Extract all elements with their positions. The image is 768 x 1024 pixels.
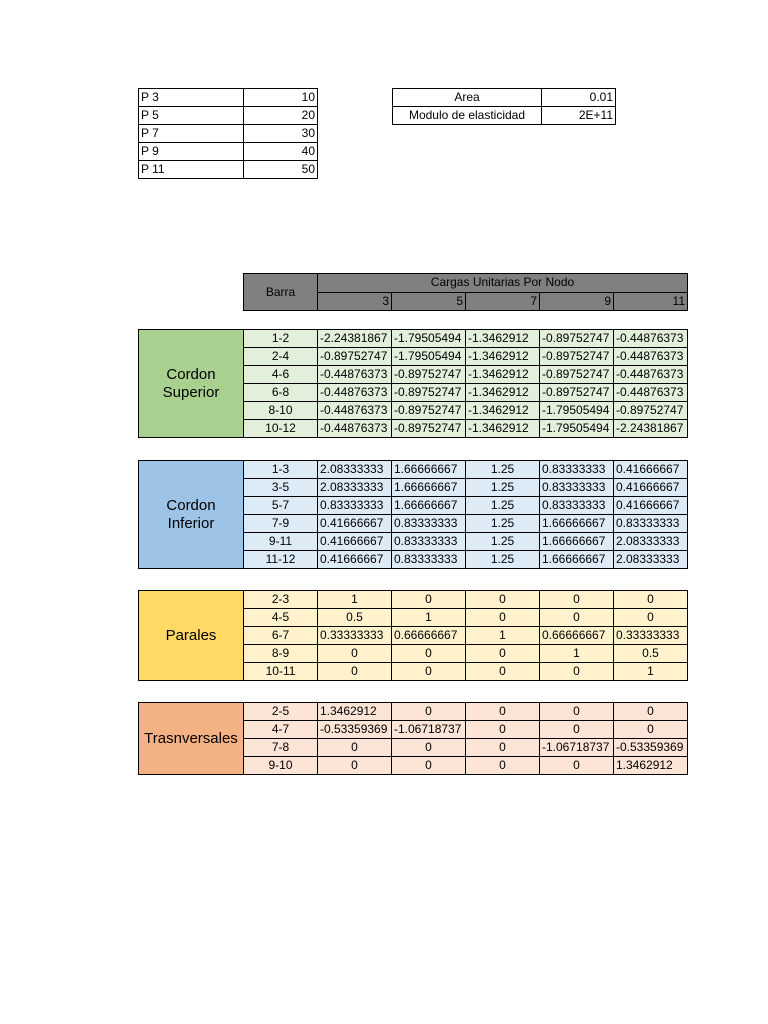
load-coefficient: 0.83333333 <box>318 497 392 515</box>
load-coefficient: 0.83333333 <box>540 461 614 479</box>
load-coefficient: 0 <box>392 703 466 721</box>
load-value: 20 <box>244 107 318 125</box>
barra-header: Barra <box>244 274 318 311</box>
load-coefficient: 1.66666667 <box>392 497 466 515</box>
load-coefficient: -0.89752747 <box>540 384 614 402</box>
bar-id: 10-12 <box>244 420 318 438</box>
load-coefficient: -0.44876373 <box>614 366 688 384</box>
load-coefficient: 0.41666667 <box>614 497 688 515</box>
bar-id: 7-9 <box>244 515 318 533</box>
load-coefficient: 0.41666667 <box>318 533 392 551</box>
load-coefficient: 0.83333333 <box>392 551 466 569</box>
group-label: Cordon Inferior <box>139 461 244 569</box>
load-coefficient: 1 <box>318 591 392 609</box>
table-row <box>139 591 688 609</box>
table-header-row <box>244 274 688 293</box>
load-coefficient: -1.3462912 <box>466 366 540 384</box>
load-coefficient: 0.83333333 <box>540 497 614 515</box>
bar-id: 2-4 <box>244 348 318 366</box>
load-coefficient: -0.89752747 <box>392 420 466 438</box>
load-coefficient: 0 <box>392 739 466 757</box>
load-value: 10 <box>244 89 318 107</box>
load-coefficient: 0 <box>466 609 540 627</box>
load-coefficient: -0.44876373 <box>614 348 688 366</box>
table-row <box>393 89 616 107</box>
load-coefficient: 0 <box>392 757 466 775</box>
load-coefficient: 0.5 <box>318 609 392 627</box>
load-label: P 9 <box>139 143 244 161</box>
load-coefficient: -1.06718737 <box>392 721 466 739</box>
load-coefficient: 0 <box>614 703 688 721</box>
bar-id: 2-5 <box>244 703 318 721</box>
load-coefficient: -0.89752747 <box>392 402 466 420</box>
load-coefficient: 1.25 <box>466 515 540 533</box>
load-coefficient: 0 <box>614 591 688 609</box>
load-coefficient: 0 <box>318 645 392 663</box>
load-label: P 3 <box>139 89 244 107</box>
load-coefficient: -0.44876373 <box>318 420 392 438</box>
bar-id: 9-10 <box>244 757 318 775</box>
property-label: Modulo de elasticidad <box>393 107 542 125</box>
load-coefficient: 0.83333333 <box>614 515 688 533</box>
load-coefficient: 0 <box>540 757 614 775</box>
load-coefficient: 0 <box>614 721 688 739</box>
group-label: Parales <box>139 591 244 681</box>
load-coefficient: 0 <box>540 609 614 627</box>
load-coefficient: 0 <box>318 757 392 775</box>
load-coefficient: 0.66666667 <box>392 627 466 645</box>
load-value: 40 <box>244 143 318 161</box>
node-header: 3 <box>318 292 392 311</box>
load-coefficient: 2.08333333 <box>614 551 688 569</box>
load-coefficient: 1.25 <box>466 461 540 479</box>
table-row <box>139 461 688 479</box>
bar-id: 8-9 <box>244 645 318 663</box>
load-coefficient: -1.79505494 <box>540 420 614 438</box>
bar-id: 2-3 <box>244 591 318 609</box>
load-coefficient: 0.66666667 <box>540 627 614 645</box>
load-coefficient: -0.89752747 <box>392 384 466 402</box>
load-value: 50 <box>244 161 318 179</box>
load-value: 30 <box>244 125 318 143</box>
load-coefficient: 1 <box>614 663 688 681</box>
load-coefficient: 1.66666667 <box>540 551 614 569</box>
load-coefficient: 0 <box>392 591 466 609</box>
load-coefficient: 1.25 <box>466 479 540 497</box>
node-header: 9 <box>540 292 614 311</box>
table-row <box>393 107 616 125</box>
property-label: Area <box>393 89 542 107</box>
bar-id: 5-7 <box>244 497 318 515</box>
load-coefficient: 0 <box>540 721 614 739</box>
load-coefficient: -2.24381867 <box>318 330 392 348</box>
load-coefficient: 2.08333333 <box>318 479 392 497</box>
bar-id: 4-7 <box>244 721 318 739</box>
bar-id: 1-2 <box>244 330 318 348</box>
load-coefficient: 1.66666667 <box>540 515 614 533</box>
load-coefficient: -0.44876373 <box>318 366 392 384</box>
load-coefficient: -1.3462912 <box>466 402 540 420</box>
load-coefficient: -0.89752747 <box>614 402 688 420</box>
bar-id: 3-5 <box>244 479 318 497</box>
table-row <box>139 161 318 179</box>
load-coefficient: 1.66666667 <box>392 461 466 479</box>
load-coefficient: 0 <box>540 703 614 721</box>
load-coefficient: 0 <box>540 663 614 681</box>
load-coefficient: 1.3462912 <box>614 757 688 775</box>
bar-id: 7-8 <box>244 739 318 757</box>
load-coefficient: 1 <box>392 609 466 627</box>
table-row <box>139 330 688 348</box>
table-row <box>139 703 688 721</box>
load-coefficient: 0.5 <box>614 645 688 663</box>
load-coefficient: 1.3462912 <box>318 703 392 721</box>
load-coefficient: -1.3462912 <box>466 384 540 402</box>
bar-id: 9-11 <box>244 533 318 551</box>
load-coefficient: 0.41666667 <box>318 551 392 569</box>
bar-id: 8-10 <box>244 402 318 420</box>
load-coefficient: 0.83333333 <box>392 515 466 533</box>
cargas-header: Cargas Unitarias Por Nodo <box>318 274 688 293</box>
table-row <box>139 125 318 143</box>
load-coefficient: 0.33333333 <box>614 627 688 645</box>
table-row <box>139 143 318 161</box>
table-row <box>139 107 318 125</box>
load-coefficient: 1.66666667 <box>540 533 614 551</box>
node-header: 11 <box>614 292 688 311</box>
load-coefficient: -0.44876373 <box>318 384 392 402</box>
load-coefficient: -0.53359369 <box>318 721 392 739</box>
load-coefficient: -1.79505494 <box>392 348 466 366</box>
load-coefficient: 0 <box>614 609 688 627</box>
bar-id: 6-7 <box>244 627 318 645</box>
load-coefficient: -0.44876373 <box>318 402 392 420</box>
load-coefficient: -0.89752747 <box>318 348 392 366</box>
load-coefficient: 0 <box>466 645 540 663</box>
load-coefficient: -1.3462912 <box>466 330 540 348</box>
load-coefficient: 0 <box>318 739 392 757</box>
load-coefficient: -0.44876373 <box>614 330 688 348</box>
load-coefficient: 0 <box>466 703 540 721</box>
load-coefficient: 0 <box>318 663 392 681</box>
load-coefficient: 1 <box>540 645 614 663</box>
load-coefficient: -0.53359369 <box>614 739 688 757</box>
cordon-inferior-table <box>138 460 688 569</box>
load-coefficient: -1.06718737 <box>540 739 614 757</box>
material-properties-table <box>392 88 616 125</box>
load-coefficient: 0 <box>466 663 540 681</box>
load-coefficient: 0.83333333 <box>540 479 614 497</box>
load-coefficient: 0.83333333 <box>392 533 466 551</box>
load-label: P 5 <box>139 107 244 125</box>
load-coefficient: -0.89752747 <box>540 330 614 348</box>
load-label: P 11 <box>139 161 244 179</box>
load-coefficient: 0.41666667 <box>614 479 688 497</box>
load-label: P 7 <box>139 125 244 143</box>
load-coefficient: -1.3462912 <box>466 348 540 366</box>
load-coefficient: -0.89752747 <box>540 348 614 366</box>
property-value: 0.01 <box>542 89 616 107</box>
load-coefficient: 1.25 <box>466 497 540 515</box>
load-coefficient: 1 <box>466 627 540 645</box>
group-label: Cordon Superior <box>139 330 244 438</box>
cordon-superior-table <box>138 329 688 438</box>
bar-id: 1-3 <box>244 461 318 479</box>
load-coefficient: 0 <box>392 645 466 663</box>
load-coefficient: -1.79505494 <box>540 402 614 420</box>
load-coefficient: -2.24381867 <box>614 420 688 438</box>
load-coefficient: 1.25 <box>466 551 540 569</box>
load-coefficient: 1.66666667 <box>392 479 466 497</box>
node-header: 5 <box>392 292 466 311</box>
load-coefficient: 0.41666667 <box>614 461 688 479</box>
property-value: 2E+11 <box>542 107 616 125</box>
bar-id: 10-11 <box>244 663 318 681</box>
load-coefficient: 1.25 <box>466 533 540 551</box>
bar-id: 4-5 <box>244 609 318 627</box>
load-coefficient: -1.79505494 <box>392 330 466 348</box>
loads-header-table <box>243 273 688 311</box>
load-coefficient: 0 <box>466 757 540 775</box>
node-header: 7 <box>466 292 540 311</box>
load-coefficient: 0.33333333 <box>318 627 392 645</box>
load-coefficient: -0.44876373 <box>614 384 688 402</box>
load-coefficient: -1.3462912 <box>466 420 540 438</box>
parales-table <box>138 590 688 681</box>
load-coefficient: 0 <box>466 739 540 757</box>
load-coefficient: 0 <box>466 721 540 739</box>
trasnversales-table <box>138 702 688 775</box>
point-loads-table <box>138 88 318 179</box>
bar-id: 6-8 <box>244 384 318 402</box>
load-coefficient: 2.08333333 <box>318 461 392 479</box>
load-coefficient: 0 <box>392 663 466 681</box>
bar-id: 11-12 <box>244 551 318 569</box>
group-label: Trasnversales <box>139 703 244 775</box>
table-row <box>139 89 318 107</box>
load-coefficient: -0.89752747 <box>540 366 614 384</box>
load-coefficient: -0.89752747 <box>392 366 466 384</box>
load-coefficient: 0 <box>466 591 540 609</box>
load-coefficient: 0.41666667 <box>318 515 392 533</box>
bar-id: 4-6 <box>244 366 318 384</box>
load-coefficient: 0 <box>540 591 614 609</box>
load-coefficient: 2.08333333 <box>614 533 688 551</box>
